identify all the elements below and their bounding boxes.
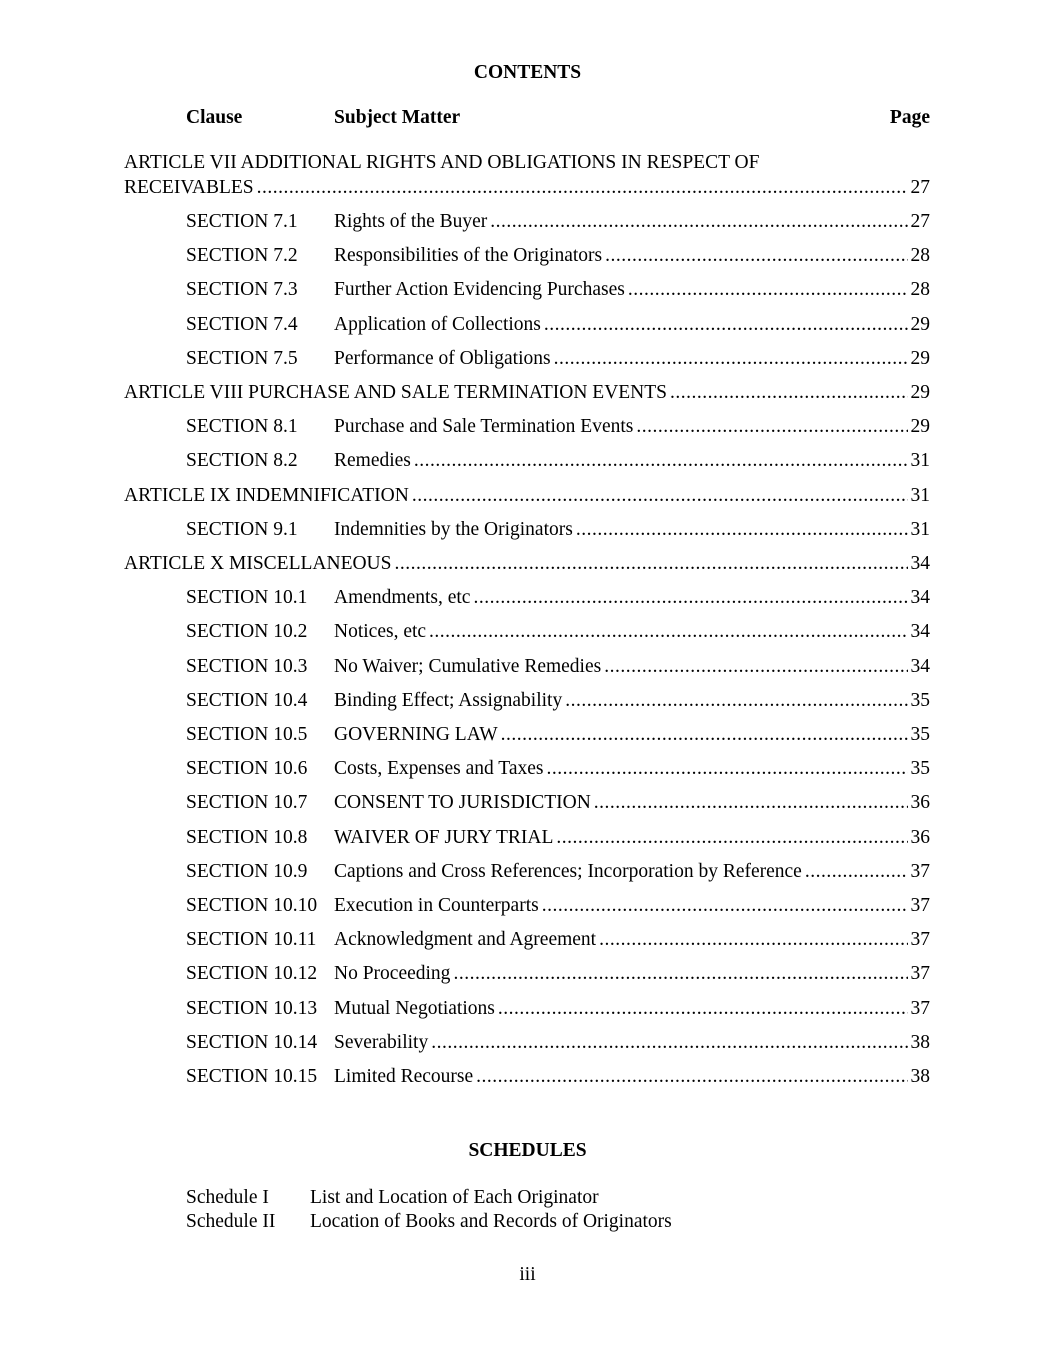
section-title: Mutual Negotiations: [334, 998, 495, 1019]
column-header-page: Page: [889, 107, 930, 128]
dot-leader: [636, 414, 907, 440]
schedule-2-title: Location of Books and Records of Originators: [310, 1211, 672, 1232]
section-label: SECTION 10.11: [186, 929, 317, 950]
section-page: 35: [910, 690, 930, 711]
article-7-title-line2: RECEIVABLES: [124, 177, 254, 198]
section-title: CONSENT TO JURISDICTION: [334, 792, 591, 813]
section-title: Notices, etc: [334, 621, 427, 642]
schedule-1-title: List and Location of Each Originator: [310, 1187, 599, 1208]
article-7-page: 27: [910, 177, 930, 198]
section-title: Responsibilities of the Originators: [334, 245, 603, 266]
section-page: 35: [910, 724, 930, 745]
section-label: SECTION 10.5: [186, 724, 308, 745]
section-title-row: [334, 756, 930, 782]
section-title: Application of Collections: [334, 314, 541, 335]
section-title: Purchase and Sale Termination Events: [334, 416, 634, 437]
toc-entry-article[interactable]: [124, 483, 930, 509]
section-title-row: [334, 688, 930, 714]
dot-leader: [412, 483, 908, 509]
section-page: 29: [910, 348, 930, 369]
section-page: 38: [910, 1032, 930, 1053]
section-page: 36: [910, 827, 930, 848]
section-label: SECTION 10.8: [186, 827, 308, 848]
dot-leader: [453, 961, 907, 987]
section-title-row: [334, 961, 930, 987]
section-title: Execution in Counterparts: [334, 895, 539, 916]
section-title-row: [334, 312, 930, 338]
section-title-row: [334, 996, 930, 1022]
section-title-row: [334, 243, 930, 269]
dot-leader: [628, 277, 908, 303]
section-title: Amendments, etc: [334, 587, 471, 608]
section-label: SECTION 10.13: [186, 998, 318, 1019]
section-label: SECTION 10.15: [186, 1066, 318, 1087]
column-header-clause: Clause: [186, 107, 243, 128]
section-page: 38: [910, 1066, 930, 1087]
section-title-row: [334, 346, 930, 372]
section-title-row: [334, 722, 930, 748]
dot-leader: [490, 209, 907, 235]
schedules-heading: SCHEDULES: [468, 1140, 587, 1161]
section-title-row: [334, 927, 930, 953]
section-label: SECTION 7.1: [186, 211, 298, 232]
section-label: SECTION 10.2: [186, 621, 308, 642]
dot-leader: [542, 893, 908, 919]
section-title-row: [334, 825, 930, 851]
section-page: 31: [910, 519, 930, 540]
section-title-row: [334, 790, 930, 816]
section-label: SECTION 7.2: [186, 245, 298, 266]
section-label: SECTION 10.1: [186, 587, 308, 608]
section-title: Remedies: [334, 450, 411, 471]
section-title: Further Action Evidencing Purchases: [334, 279, 625, 300]
section-title-row: [334, 893, 930, 919]
section-page: 28: [910, 279, 930, 300]
dot-leader: [554, 346, 908, 372]
section-page: 37: [910, 998, 930, 1019]
section-title: Performance of Obligations: [334, 348, 551, 369]
dot-leader: [594, 790, 908, 816]
article-page: 31: [910, 485, 930, 506]
section-label: SECTION 8.1: [186, 416, 298, 437]
page-number: iii: [519, 1264, 536, 1285]
section-title-row: [334, 209, 930, 235]
article-title: ARTICLE VIII PURCHASE AND SALE TERMINATION EVENTS: [124, 382, 668, 403]
dot-leader: [395, 551, 908, 577]
article-title: ARTICLE X MISCELLANEOUS: [124, 553, 392, 574]
section-title-row: [334, 448, 930, 474]
section-title-row: [334, 517, 930, 543]
section-title: Binding Effect; Assignability: [334, 690, 563, 711]
dot-leader: [501, 722, 908, 748]
section-title-row: [334, 1064, 930, 1090]
section-title-row: [334, 619, 930, 645]
dot-leader: [556, 825, 907, 851]
section-label: SECTION 10.14: [186, 1032, 318, 1053]
section-title: WAIVER OF JURY TRIAL: [334, 827, 554, 848]
section-label: SECTION 10.10: [186, 895, 318, 916]
toc-entry-article-7[interactable]: [124, 175, 930, 201]
section-title: Acknowledgment and Agreement: [334, 929, 597, 950]
section-label: SECTION 8.2: [186, 450, 298, 471]
dot-leader: [805, 859, 908, 885]
article-page: 29: [910, 382, 930, 403]
section-title: Captions and Cross References; Incorporation by Reference: [334, 861, 802, 882]
section-title: Costs, Expenses and Taxes: [334, 758, 544, 779]
dot-leader: [257, 175, 908, 201]
section-page: 34: [910, 621, 930, 642]
section-page: 29: [910, 314, 930, 335]
dot-leader: [604, 654, 907, 680]
section-label: SECTION 7.4: [186, 314, 298, 335]
section-page: 37: [910, 861, 930, 882]
article-title: ARTICLE IX INDEMNIFICATION: [124, 485, 409, 506]
dot-leader: [431, 1030, 907, 1056]
section-title-row: [334, 585, 930, 611]
section-title-row: [334, 654, 930, 680]
toc-entry-article[interactable]: [124, 380, 930, 406]
toc-entry-article[interactable]: [124, 551, 930, 577]
dot-leader: [414, 448, 908, 474]
article-7-title-line1: ARTICLE VII ADDITIONAL RIGHTS AND OBLIGATIONS IN RESPECT OF: [124, 152, 760, 173]
section-page: 27: [910, 211, 930, 232]
dot-leader: [565, 688, 907, 714]
schedule-1-label: Schedule I: [186, 1187, 269, 1208]
section-title-row: [334, 414, 930, 440]
section-title: Rights of the Buyer: [334, 211, 488, 232]
section-title-row: [334, 859, 930, 885]
dot-leader: [576, 517, 908, 543]
column-header-subject: Subject Matter: [334, 107, 461, 128]
section-page: 28: [910, 245, 930, 266]
section-label: SECTION 9.1: [186, 519, 298, 540]
dot-leader: [473, 585, 907, 611]
section-label: SECTION 7.5: [186, 348, 298, 369]
section-page: 34: [910, 656, 930, 677]
contents-heading: CONTENTS: [473, 62, 582, 83]
section-title-row: [334, 1030, 930, 1056]
section-label: SECTION 10.4: [186, 690, 308, 711]
section-title: No Waiver; Cumulative Remedies: [334, 656, 602, 677]
section-page: 37: [910, 929, 930, 950]
section-label: SECTION 10.12: [186, 963, 318, 984]
section-title-row: [334, 277, 930, 303]
dot-leader: [547, 756, 908, 782]
section-page: 34: [910, 587, 930, 608]
section-page: 37: [910, 963, 930, 984]
section-label: SECTION 7.3: [186, 279, 298, 300]
section-label: SECTION 10.9: [186, 861, 308, 882]
dot-leader: [599, 927, 907, 953]
section-title: Indemnities by the Originators: [334, 519, 573, 540]
section-label: SECTION 10.7: [186, 792, 308, 813]
section-page: 35: [910, 758, 930, 779]
section-page: 31: [910, 450, 930, 471]
dot-leader: [544, 312, 908, 338]
section-title: GOVERNING LAW: [334, 724, 498, 745]
schedule-2-label: Schedule II: [186, 1211, 276, 1232]
dot-leader: [605, 243, 907, 269]
article-page: 34: [910, 553, 930, 574]
section-label: SECTION 10.6: [186, 758, 308, 779]
dot-leader: [476, 1064, 907, 1090]
section-label: SECTION 10.3: [186, 656, 308, 677]
section-title: Severability: [334, 1032, 429, 1053]
section-title: No Proceeding: [334, 963, 451, 984]
section-title: Limited Recourse: [334, 1066, 474, 1087]
dot-leader: [429, 619, 907, 645]
section-page: 29: [910, 416, 930, 437]
dot-leader: [670, 380, 907, 406]
dot-leader: [498, 996, 908, 1022]
section-page: 36: [910, 792, 930, 813]
section-page: 37: [910, 895, 930, 916]
